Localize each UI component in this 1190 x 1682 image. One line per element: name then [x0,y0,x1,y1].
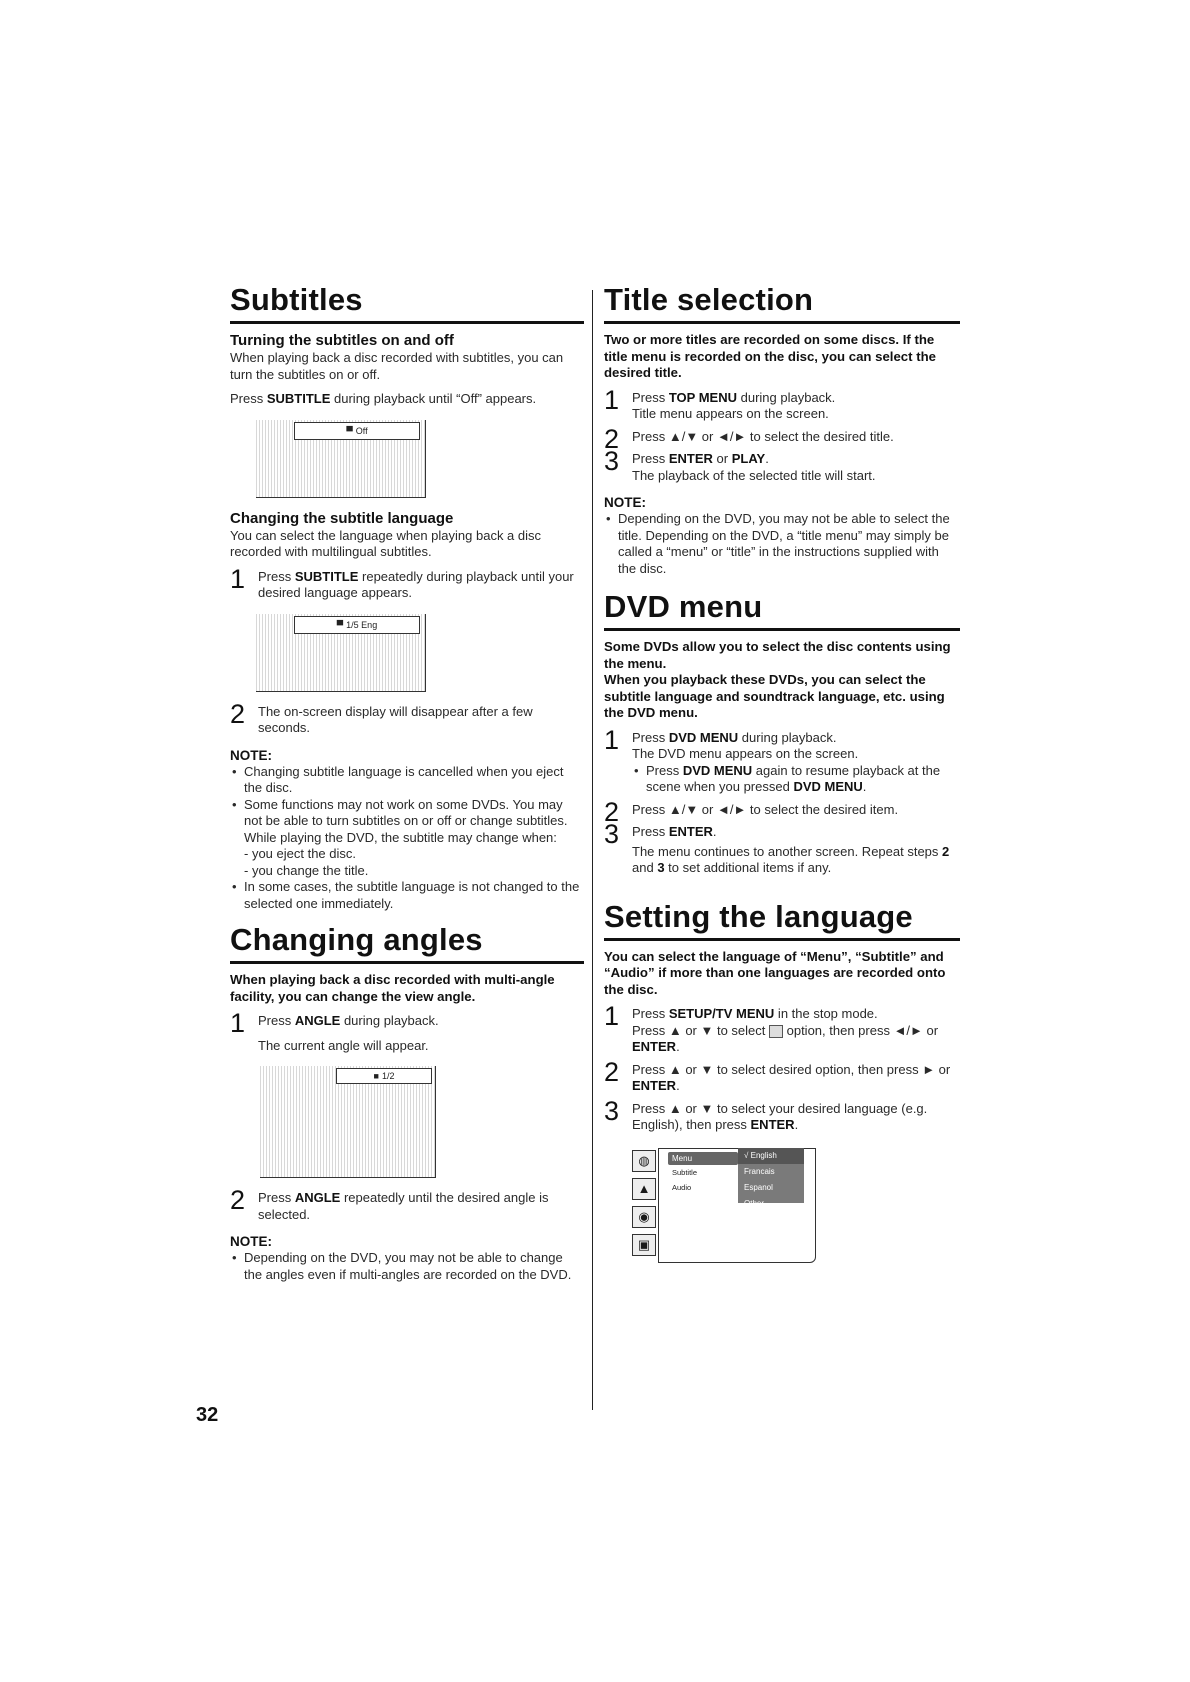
osd-bar-lang: ▀ 1/5 Eng [294,616,420,634]
option-espanol[interactable]: Espanol [744,1182,773,1192]
angles-step-1: 1 Press ANGLE during playback. The current angle will appear. [230,1008,439,1053]
title-step-3: 3 Press ENTER or PLAY. The playback of the selected title will start. [604,446,876,483]
subtitles-note-bullet-3: • In some cases, the subtitle language is not changed to the selected one immediately. [230,879,584,912]
left-column [230,282,584,1283]
angles-title: Changing angles [230,922,483,957]
subtitle-step-2: 2 The on-screen display will disappear after a few seconds. [230,698,533,735]
angles-note-bullet-1: • Depending on the DVD, you may not be able to change the angles even if multi-angles are recorded on the DVD. [230,1250,584,1283]
dvd-step-1: 1 Press DVD MENU during playback. The DVD menu appears on the screen. • Press DVD MENU again to resume playback at the scene when you pressed DVD MENU. [604,730,960,796]
turning-subtitles-heading: Turning the subtitles on and off [230,332,454,349]
subtitles-note-heading: NOTE: [230,747,272,763]
speaker-icon: ◉ [632,1206,656,1228]
language-options-list [738,1148,804,1208]
picture-icon: ▲ [632,1178,656,1200]
globe-icon: ◍ [632,1150,656,1172]
dvd-step-1-bullet: • Press DVD MENU again to resume playback at the scene when you pressed DVD MENU. [632,763,960,796]
turning-subtitles-press: Press SUBTITLE during playback until “Off” appears. [230,391,537,406]
dvd-menu-rule [604,628,960,631]
title-step-2: 2 Press ▲/▼ or ◄/► to select the desired title. [604,423,894,454]
osd-screen-lang [256,614,426,692]
language-step-3: 3 Press ▲ or ▼ to select your desired language (e.g. English), then press ENTER. [604,1095,928,1132]
dvd-menu-lead-1: Some DVDs allow you to select the disc contents using the menu. [604,639,951,671]
subtitle-icon: ▀ [346,425,353,436]
changing-subtitle-heading: Changing the subtitle language [230,509,454,527]
language-menu-list [668,1152,738,1202]
title-selection-title: Title selection [604,282,814,317]
osd-screen-off [256,420,426,498]
right-column [604,282,960,1264]
option-other[interactable]: Other [744,1198,765,1208]
menu-item-audio[interactable]: Audio [672,1182,692,1192]
option-english[interactable]: √ English [738,1148,804,1164]
page-number: 32 [196,1404,219,1426]
changing-subtitle-body: You can select the language when playing back a disc recorded with multilingual subtitles. [230,527,542,559]
option-francais[interactable]: Francais [744,1166,775,1176]
dvd-menu-lead-2: When you playback these DVDs, you can select the subtitle language and soundtrack language, etc. using the DVD menu. [604,672,945,720]
subtitles-title: Subtitles [230,282,363,317]
language-title: Setting the language [604,898,913,934]
title-selection-rule [604,321,960,324]
turning-subtitles-body: When playing back a disc recorded with subtitles, you can turn the subtitles on or off. [230,350,564,382]
language-menu-illustration [632,1146,818,1264]
column-divider [592,290,593,1410]
title-selection-lead: Two or more titles are recorded on some discs. If the title menu is recorded on the disc, you can select the desired title. [604,332,936,380]
language-lead: You can select the language of “Menu”, “Subtitle” and “Audio” if more than one languages are recorded onto the disc. [604,948,946,997]
angles-lead: When playing back a disc recorded with multi-angle facility, you can change the view angle. [230,972,555,1004]
osd-bar-off: ▀ Off [294,422,420,440]
menu-item-menu[interactable]: Menu [668,1152,738,1165]
title-note-bullet-1: • Depending on the DVD, you may not be able to select the title. Depending on the DVD, a “title menu” may simply be called a “menu” or “title” in the instructions supplied with the disc. [604,511,960,577]
angles-step-2: 2 Press ANGLE repeatedly until the desired angle is selected. [230,1185,549,1222]
title-step-1: 1 Press TOP MENU during playback. Title menu appears on the screen. [604,384,836,421]
key-subtitle: SUBTITLE [266,391,331,406]
dvd-step-2: 2 Press ▲/▼ or ◄/► to select the desired item. [604,796,899,827]
language-setup-icon [769,1025,783,1038]
angles-rule [230,961,584,964]
subtitles-rule [230,321,584,324]
subtitles-note-bullet-2: • Some functions may not work on some DVDs. You may not be able to turn subtitles on or off or change subtitles. While playing the DVD, the subtitle may change when: - you eject the disc. - you change the title. [230,797,584,880]
osd-screen-angle [260,1066,436,1178]
subtitle-step-1: 1 Press SUBTITLE repeatedly during playback until your desired language appears. [230,563,574,600]
language-step-1: 1 Press SETUP/TV MENU in the stop mode. Press ▲ or ▼ to select option, then press ◄/► or ENTER. [604,1001,939,1054]
osd-bar-angle: ■ 1/2 [336,1068,432,1084]
dvd-step-3: 3 Press ENTER. The menu continues to another screen. Repeat steps 2 and 3 to set additional items if any. [604,819,950,875]
angles-note-heading: NOTE: [230,1234,272,1249]
lock-icon: ▣ [632,1234,656,1256]
camera-icon: ■ [373,1071,379,1081]
menu-item-subtitle[interactable]: Subtitle [672,1167,698,1177]
dvd-menu-title: DVD menu [604,589,763,624]
subtitle-icon: ▀ [336,619,344,630]
language-step-2: 2 Press ▲ or ▼ to select desired option, then press ► or ENTER. [604,1056,951,1093]
language-rule [604,938,960,941]
title-note-heading: NOTE: [604,495,646,510]
subtitles-note-bullet-1: • Changing subtitle language is cancelled when you eject the disc. [230,764,584,797]
